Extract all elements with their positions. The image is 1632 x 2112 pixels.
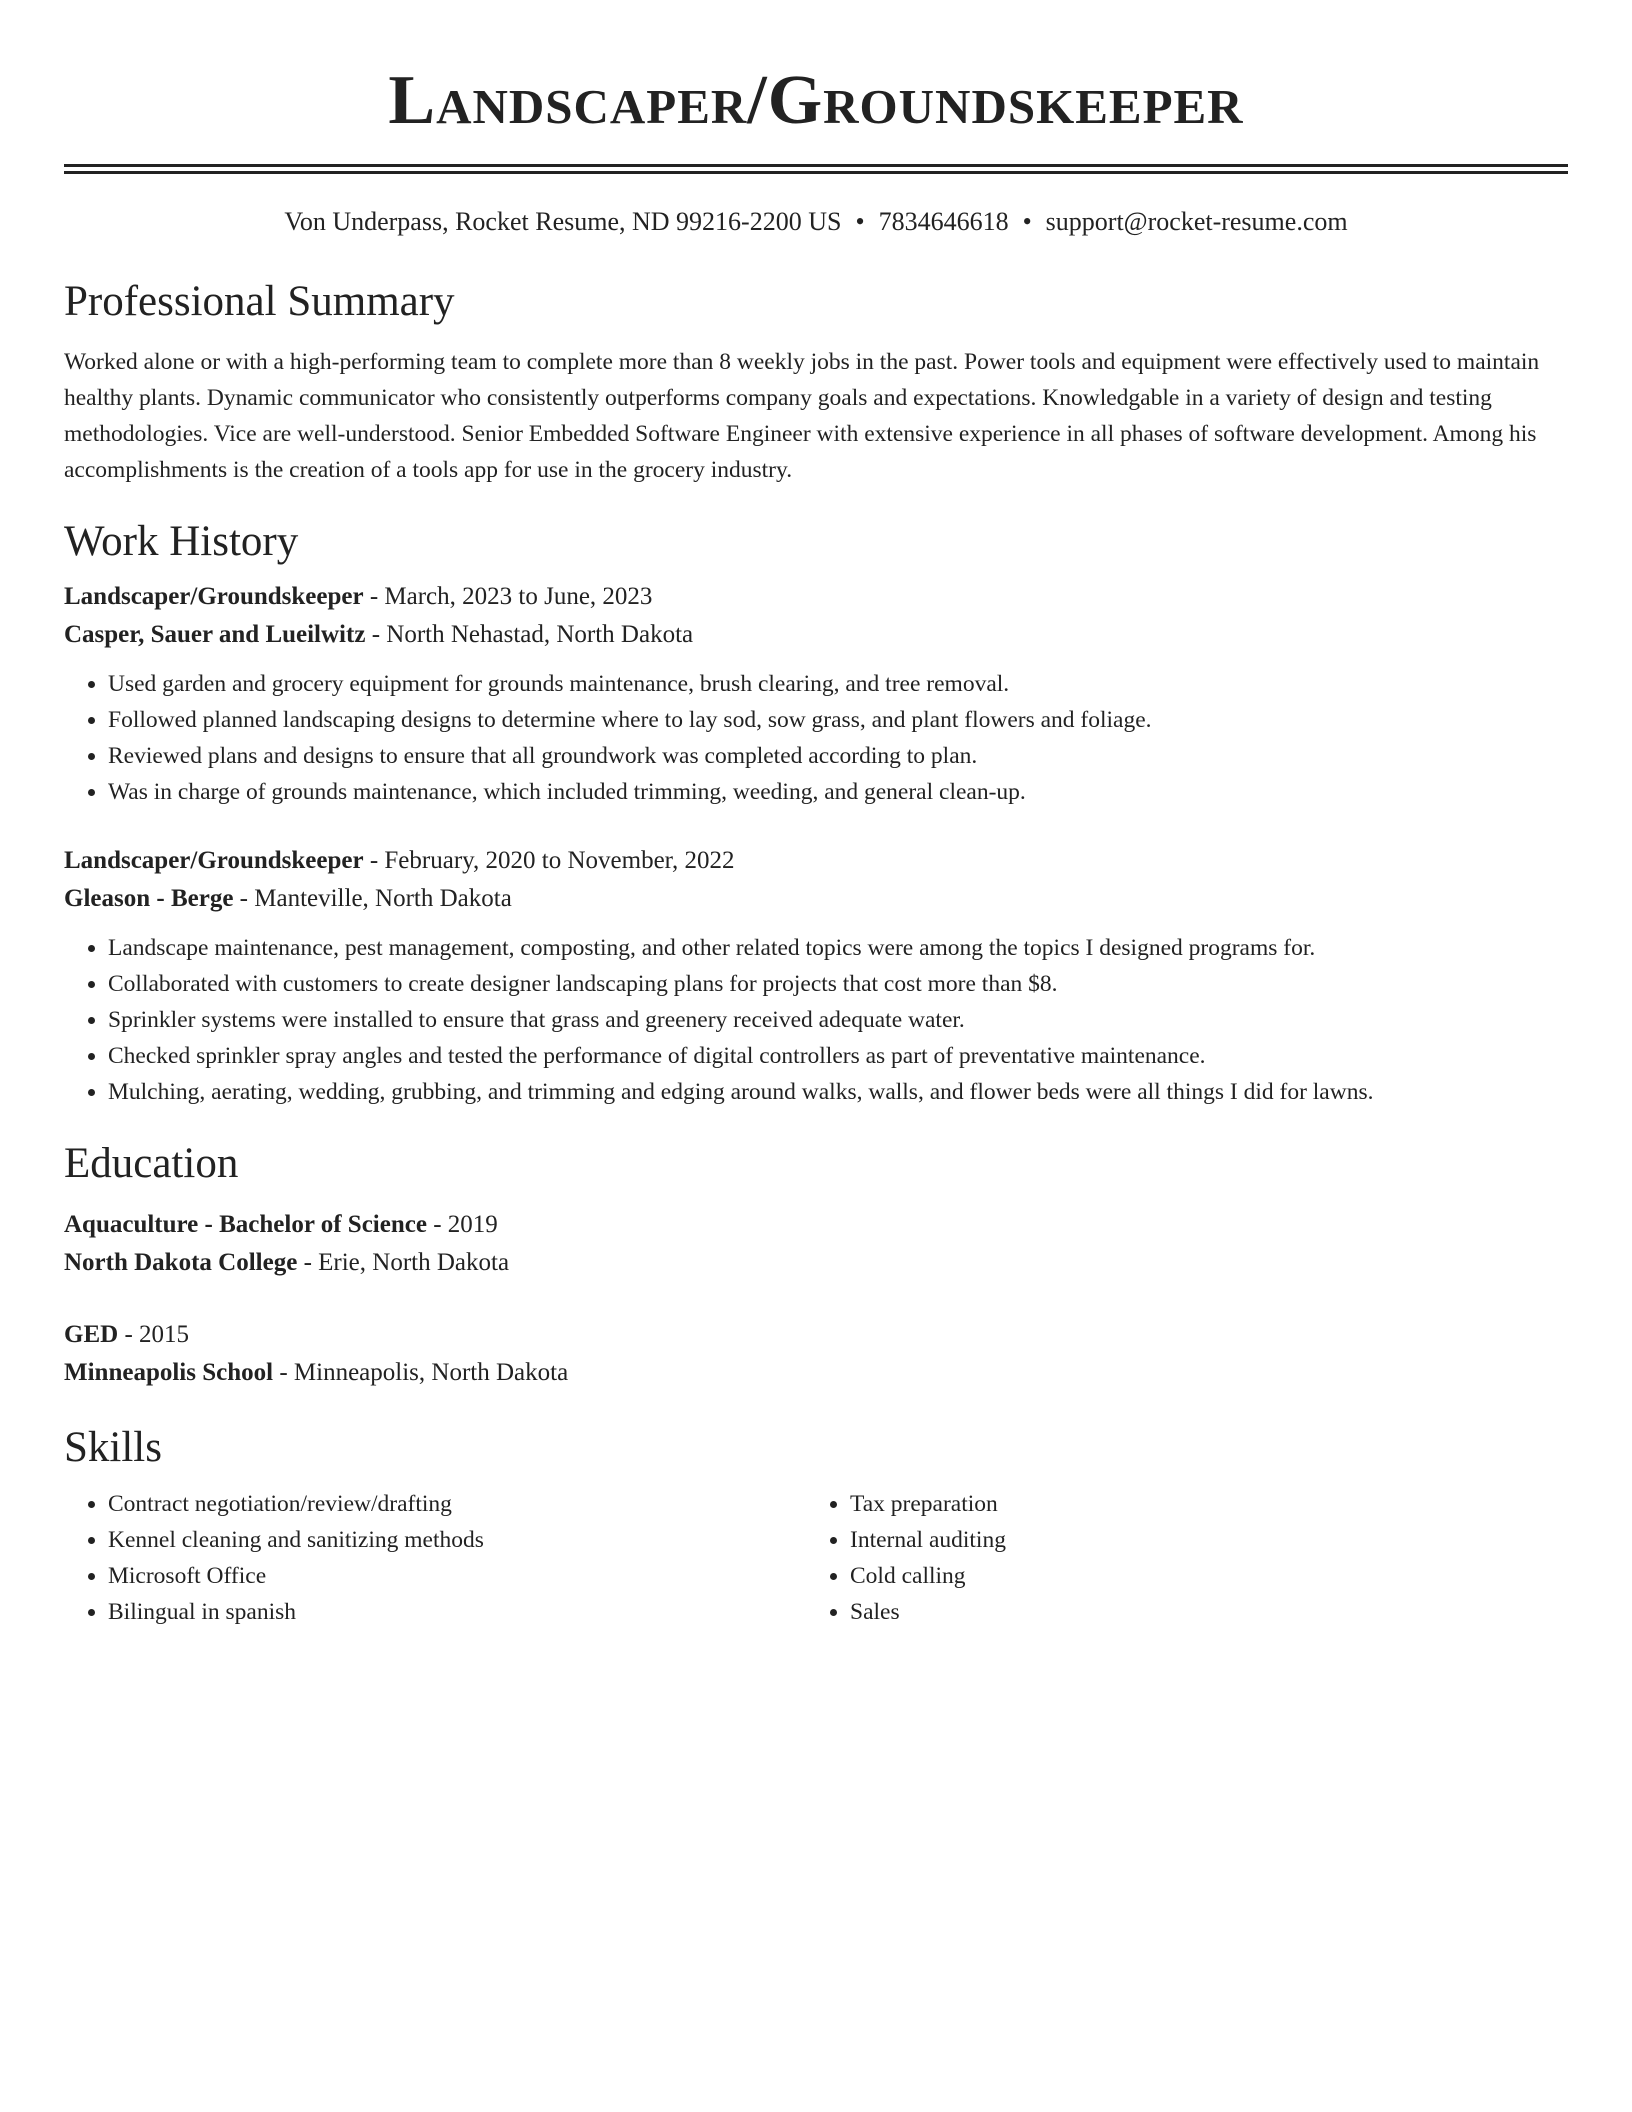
- summary-text: Worked alone or with a high-performing team to complete more than 8 weekly jobs in the past. Power tools and equipment were effectively used to maintain healthy plants. Dynamic communicator who consistently outperforms company goals and expectations. Knowledgable in a variety of design and testing methodologies. Vice are well-understood. Senior Embedded Software Engineer with extensive experience in all phases of software development. Among his accomplishments is the creation of a tools app for use in the grocery industry.: [64, 349, 1540, 483]
- job-bullet: • Was in charge of grounds maintenance, which included trimming, weeding, and general clean-up.: [108, 774, 1568, 810]
- education-year: - 2015: [118, 1321, 190, 1348]
- work-history-heading: Work History: [64, 518, 299, 565]
- education-degree: GED: [64, 1321, 119, 1348]
- job-bullet: • Used garden and grocery equipment for grounds maintenance, brush clearing, and tree removal.: [108, 666, 1568, 702]
- education-year: - 2019: [426, 1211, 498, 1238]
- skill-item: • Contract negotiation/review/drafting: [108, 1486, 806, 1522]
- skills-heading: Skills: [64, 1424, 162, 1471]
- education-degree: Aquaculture - Bachelor of Science: [64, 1211, 427, 1238]
- skill-item: • Tax preparation: [850, 1486, 1548, 1522]
- contact-address: Von Underpass, Rocket Resume, ND 99216-2200 US: [284, 207, 842, 236]
- job-role: Landscaper/Groundskeeper: [64, 847, 364, 874]
- skills-columns: [64, 1486, 1568, 1630]
- skill-item: • Kennel cleaning and sanitizing methods: [108, 1522, 806, 1558]
- job-bullet: • Reviewed plans and designs to ensure that all groundwork was completed according to plan.: [108, 738, 1568, 774]
- education-location: - Erie, North Dakota: [297, 1249, 510, 1276]
- job-location: - Manteville, North Dakota: [233, 885, 512, 912]
- education-school-line: [64, 1244, 1568, 1282]
- job-bullets: [64, 930, 1568, 1110]
- skill-item: • Internal auditing: [850, 1522, 1548, 1558]
- job-bullet: • Landscape maintenance, pest management, composting, and other related topics were among the topics I designed programs for.: [108, 930, 1568, 966]
- contact-email: support@rocket-resume.com: [1045, 207, 1348, 236]
- job-bullet: • Mulching, aerating, wedding, grubbing, and trimming and edging around walks, walls, and flower beds were all things I did for lawns.: [108, 1074, 1568, 1110]
- education-entry: [64, 1206, 1568, 1282]
- contact-line: [64, 204, 1568, 240]
- education-heading: Education: [64, 1140, 239, 1187]
- job-company: Casper, Sauer and Lueilwitz: [64, 621, 366, 648]
- education-entry: [64, 1316, 1568, 1392]
- education-degree-line: [64, 1206, 1568, 1244]
- job-bullet: • Sprinkler systems were installed to ensure that grass and greenery received adequate water.: [108, 1002, 1568, 1038]
- job-title-line: [64, 578, 1568, 616]
- job-dates: - February, 2020 to November, 2022: [363, 847, 735, 874]
- skill-item: • Cold calling: [850, 1558, 1548, 1594]
- education-school: Minneapolis School: [64, 1359, 274, 1386]
- job-bullets: [64, 666, 1568, 810]
- education-school-line: [64, 1354, 1568, 1392]
- job-bullet: • Collaborated with customers to create designer landscaping plans for projects that cost more than $8.: [108, 966, 1568, 1002]
- job-company: Gleason - Berge: [64, 885, 234, 912]
- skill-item: • Microsoft Office: [108, 1558, 806, 1594]
- skills-list-left: [64, 1486, 806, 1630]
- contact-separator: •: [855, 207, 865, 236]
- job-bullet: • Followed planned landscaping designs to determine where to lay sod, sow grass, and plant flowers and foliage.: [108, 702, 1568, 738]
- contact-separator: •: [1022, 207, 1032, 236]
- job-entry: [64, 578, 1568, 810]
- job-location: - North Nehastad, North Dakota: [365, 621, 694, 648]
- job-title-line: [64, 842, 1568, 880]
- contact-phone: 7834646618: [878, 207, 1009, 236]
- skill-item: • Bilingual in spanish: [108, 1594, 806, 1630]
- skills-list-right: [806, 1486, 1548, 1630]
- summary-heading: Professional Summary: [64, 278, 455, 325]
- candidate-name: Landscaper/Groundskeeper: [388, 62, 1244, 139]
- job-company-line: [64, 880, 1568, 918]
- education-school: North Dakota College: [64, 1249, 298, 1276]
- education-degree-line: [64, 1316, 1568, 1354]
- job-bullet: • Checked sprinkler spray angles and tested the performance of digital controllers as part of preventative maintenance.: [108, 1038, 1568, 1074]
- job-role: Landscaper/Groundskeeper: [64, 583, 364, 610]
- job-entry: [64, 842, 1568, 1110]
- skill-item: • Sales: [850, 1594, 1548, 1630]
- education-location: - Minneapolis, North Dakota: [273, 1359, 569, 1386]
- header-double-rule: [64, 164, 1568, 174]
- job-company-line: [64, 616, 1568, 654]
- job-dates: - March, 2023 to June, 2023: [363, 583, 653, 610]
